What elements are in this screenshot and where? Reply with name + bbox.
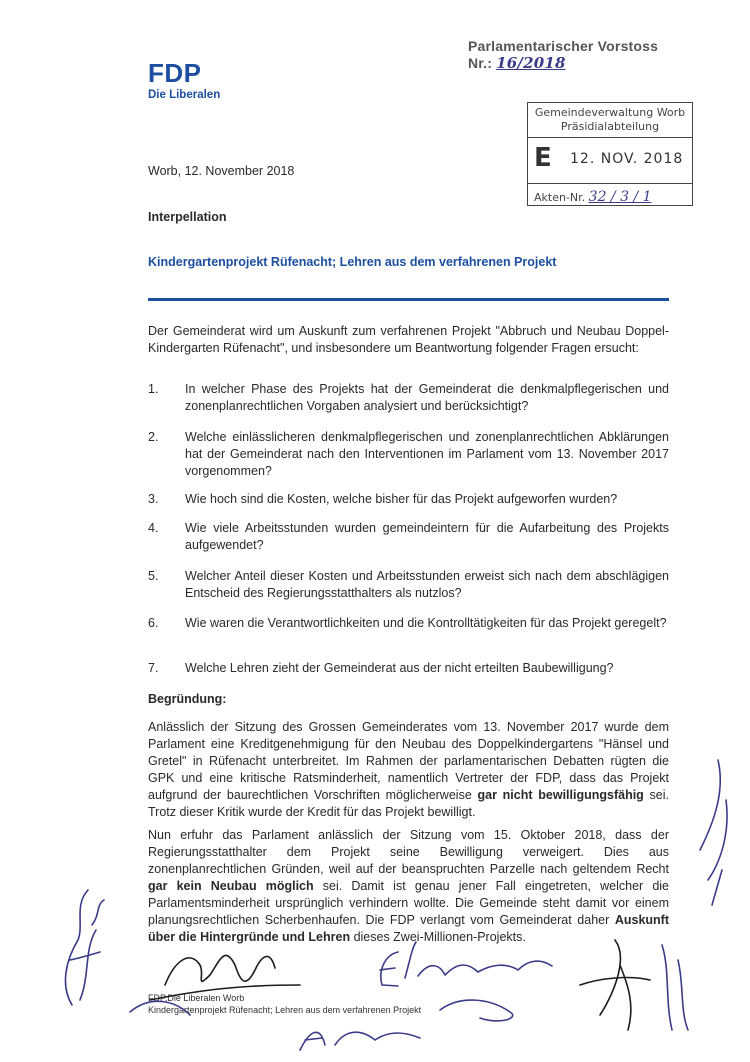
signature-far-right-2 [662, 945, 688, 1030]
bold-run: Auskunft über die Hintergründe und Lehren [148, 913, 669, 944]
footer-sender: FDP.Die Liberalen Worb [148, 993, 245, 1003]
signature-center-left [150, 955, 300, 1000]
question-number: 3. [148, 492, 159, 506]
fdp-logo-subtitle: Die Liberalen [148, 89, 221, 101]
question-text: Wie waren die Verantwortlichkeiten und die Kontrolltätigkeiten für das Projekt geregelt? [185, 616, 667, 630]
text-run: sei. Trotz dieser Kritik wurde der Kredit für das Projekt bewilligt. [148, 788, 670, 819]
footer-subject: Kindergartenprojekt Rüfenacht; Lehren aus dem verfahrenen Projekt [148, 1005, 422, 1015]
question-text: Wie hoch sind die Kosten, welche bisher für das Projekt aufgeworfen wurden? [185, 492, 618, 506]
document-subject: Kindergartenprojekt Rüfenacht; Lehren aus dem verfahrenen Projekt [148, 255, 557, 269]
question-number: 1. [148, 382, 159, 396]
signature-far-right [700, 760, 727, 905]
question-text: Welcher Anteil dieser Kosten und Arbeitsstunden erweist sich nach dem abschlägigen Entscheid des Regierungsstatthalters als nutzlos? [185, 569, 669, 600]
intro-paragraph: Der Gemeinderat wird um Auskunft zum verfahrenen Projekt "Abbruch und Neubau Doppel-Kindergarten Rüfenacht", und insbesondere um Beantwortung folgender Fragen ersucht: [148, 324, 669, 355]
document-type: Interpellation [148, 210, 227, 224]
stamp-office: Gemeindeverwaltung Worb [534, 106, 686, 119]
question-text: Welche einlässlicheren denkmalpflegerischen und zonenplanrechtlichen Abklärungen hat der Gemeinderat nach den Interventionen im Parlament vom 13. November 2017 vorgenommen? [185, 430, 669, 478]
question-number: 6. [148, 616, 159, 630]
question-text: In welcher Phase des Projekts hat der Gemeinderat die denkmalpflegerischen und zonenplanrechtlichen Vorgaben analysiert und berücksichtigt? [185, 382, 669, 413]
text-run: dieses Zwei-Millionen-Projekts. [350, 930, 526, 944]
bold-run: gar nicht bewilligungsfähig [477, 788, 644, 802]
stamp-akten-value: 32 / 3 / 1 [588, 189, 652, 205]
text-run: Anlässlich der Sitzung des Grossen Gemeinderates vom 13. November 2017 wurde dem Parlament eine Kreditgenehmigung für den Neubau des Doppelkindergartens "Hänsel und Gretel" in Rüfenacht unterbreitet. Im Rahmen der parlamentarischen Debatten rügten die GPK und eine kritische Ratsminderheit, namentlich Vertreter der FDP, dass das Projekt aufgrund der baurechtlichen Vorschriften möglicherweise [148, 720, 669, 802]
stamp-letter: E [534, 143, 552, 173]
vorstoss-label: Parlamentarischer Vorstoss Nr.: [468, 38, 659, 71]
stamp-department: Präsidialabteilung [560, 120, 660, 133]
begruendung-heading: Begründung: [148, 692, 227, 706]
signature-bottom [300, 1032, 420, 1050]
signature-right [580, 940, 650, 1030]
question-text: Welche Lehren zieht der Gemeinderat aus der nicht erteilten Baubewilligung? [185, 661, 614, 675]
text-run: sei. Damit ist genau jener Fall eingetreten, welcher die Parlamentsminderheit ursprünglich verhindern wollte. Die Gemeinde steht damit vor einem planungsrechtlichen Scherbenhaufen. Die FDP verlangt vom Gemeinderat daher [148, 879, 670, 927]
question-text: Wie viele Arbeitsstunden wurden gemeindeintern für die Aufarbeitung des Projekts aufgewendet? [185, 521, 669, 552]
signature-left [65, 890, 104, 1005]
stamp-akten-label: Akten-Nr. [534, 191, 586, 204]
signature-footer-scribble [130, 1000, 513, 1021]
place-date: Worb, 12. November 2018 [148, 164, 295, 178]
fdp-logo: FDP [148, 58, 202, 88]
bold-run: gar kein Neubau möglich [148, 879, 314, 893]
signature-center [380, 942, 552, 986]
question-number: 7. [148, 661, 159, 675]
question-number: 4. [148, 521, 159, 535]
stamp-date: 12. NOV. 2018 [570, 151, 684, 167]
question-number: 5. [148, 569, 159, 583]
question-number: 2. [148, 430, 159, 444]
text-run: Nun erfuhr das Parlament anlässlich der Sitzung vom 15. Oktober 2018, dass der Regierungsstatthalter dem Projekt seine Bewilligung verweigert. Dies aus zonenplanrechtlichen Gründen, weil auf der beanspruchten Parzelle nach geltendem Recht [148, 828, 669, 876]
vorstoss-number: 16/2018 [496, 54, 566, 72]
